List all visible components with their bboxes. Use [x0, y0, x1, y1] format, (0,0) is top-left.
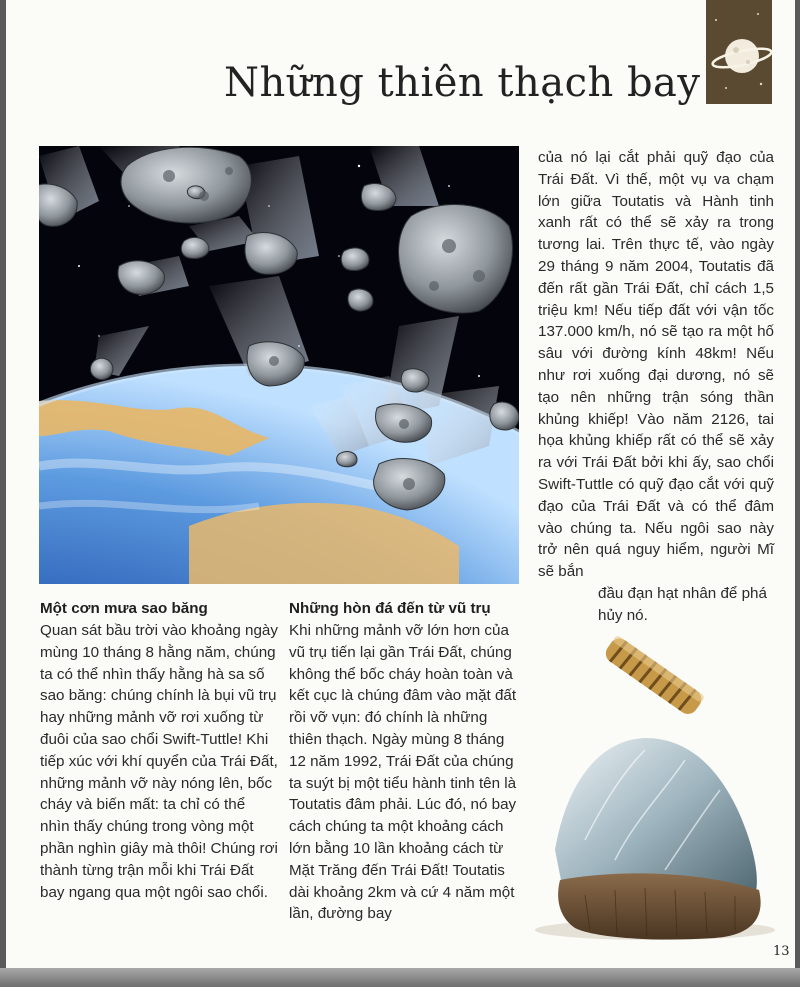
page-bottom-shadow [0, 968, 800, 987]
section-body-toutatis: của nó lại cắt phải quỹ đạo của Trái Đất. Vì thế, một vụ va chạm lớn giữa Toutatis và Hành tinh xanh rất có thể sẽ xảy ra trong tương lai. Trên thực tế, vào ngày 29 tháng 9 năm 2004, Toutatis đã đến rất gần Trái Đất, chỉ cách 1,5 triệu km! Nếu tiếp đất với vận tốc 137.000 km/h, nó sẽ tạo ra một hố sâu với đường kính 48km! Nếu như rơi xuống đại dương, nó sẽ tạo nên những trận sóng thần khủng khiếp! Vào năm 2126, tai họa khủng khiếp rất có thể sẽ xảy ra với Trái Đất bởi khi ấy, sao chổi Swift-Tuttle có quỹ đạo cắt với quỹ đạo của Trái Đất và có thể đâm vào chúng ta. Nếu ngôi sao này trở nên quá nguy hiểm, người Mĩ sẽ bắn [538, 149, 774, 581]
column-meteor-shower [40, 598, 278, 903]
meteor-shower-over-earth [39, 146, 519, 584]
fossil-shell [590, 626, 720, 726]
section-body-meteor-shower: Quan sát bầu trời vào khoảng ngày mùng 10 tháng 8 hằng năm, chúng ta có thể nhìn thấy hằng hà sa số sao băng: chúng chính là bụi vũ trụ hay những mảnh vỡ rơi xuống từ đuôi của sao chổi Swift-Tuttle! Khi tiếp xúc với khí quyển của Trái Đất, những mảnh vỡ này nóng lên, bốc cháy và biến mất: ta chỉ có thể nhìn thấy chúng trong vòng một phần nghìn giây mà thôi! Chúng rơi thành từng trận mỗi khi Trái Đất bay ngang qua một ngôi sao chổi. [40, 622, 278, 901]
section-body-space-rocks: Khi những mảnh vỡ lớn hơn của vũ trụ tiến lại gần Trái Đất, chúng không thể bốc cháy hoàn toàn và kết cục là chúng đâm vào mặt đất rồi vỡ vụn: đó chính là những thiên thạch. Ngày mùng 8 tháng 12 năm 1992, Trái Đất của chúng ta suýt bị một tiểu hành tinh tên là Toutatis đâm phải. Lúc đó, nó bay cách chúng ta một khoảng cách lớn bằng 10 lần khoảng cách từ Mặt Trăng đến Trái Đất! Toutatis dài khoảng 2km và cứ 4 năm một lần, đường bay [289, 622, 517, 923]
section-heading-meteor-shower: Một cơn mưa sao băng [40, 600, 208, 617]
meteorite-rock [515, 730, 777, 948]
page-title: Những thiên thạch bay [224, 60, 701, 106]
page-number: 13 [773, 944, 790, 959]
section-heading-space-rocks: Những hòn đá đến từ vũ trụ [289, 600, 491, 617]
column-toutatis [538, 147, 774, 627]
column-space-rocks [289, 598, 521, 925]
section-body-toutatis-tail: đầu đạn hạt nhân để phá hủy nó. [598, 584, 767, 624]
saturn-planet-icon [706, 0, 772, 104]
